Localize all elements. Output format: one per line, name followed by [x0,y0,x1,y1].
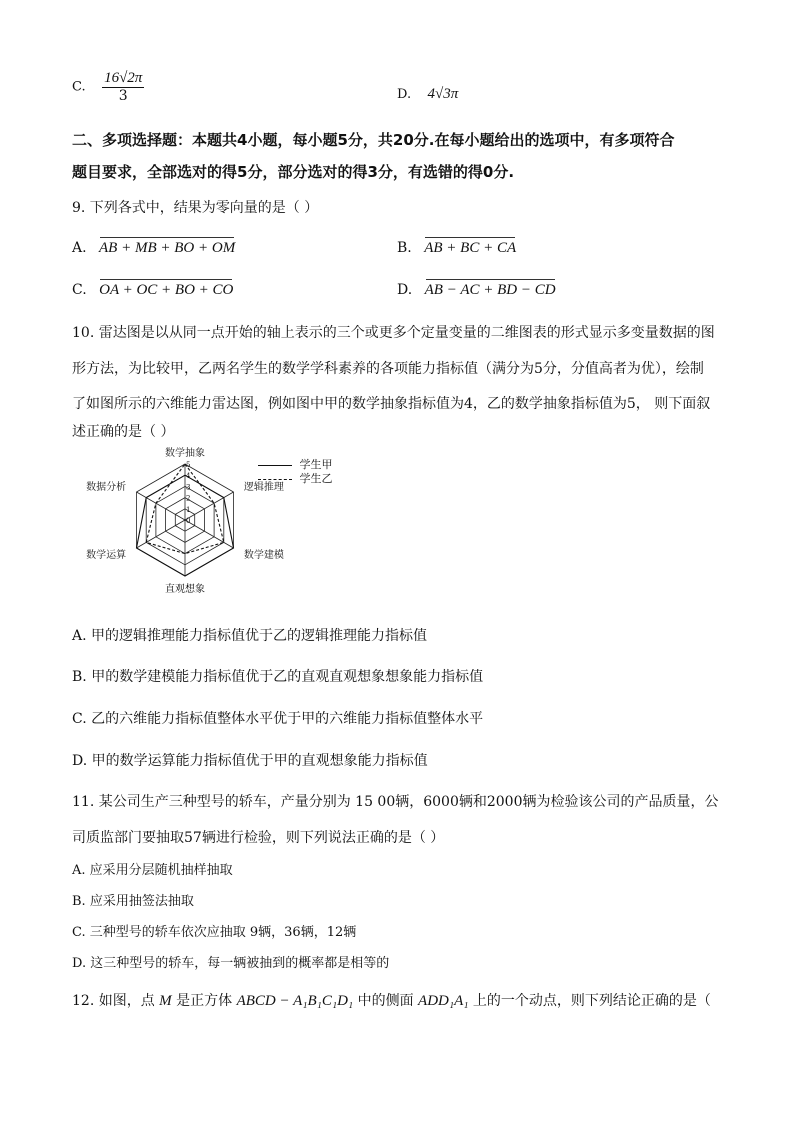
option-value: 4√3π [427,86,459,102]
radar-tick-label: 2 [186,494,191,503]
radar-axis-label: 数学抽象 [165,448,205,459]
q10-stem-line-4: 述正确的是（ ） [72,424,175,440]
q9-option-d [397,282,556,299]
radar-tick-label: 5 [186,461,191,469]
q11-option-b: B. 应采用抽签法抽取 [72,894,194,909]
q10-stem-line-3: 了如图所示的六维能力雷达图，例如图中甲的数学抽象指标值为4，乙的数学抽象指标值为5， 则下面叙 [72,396,711,412]
q10-option-b: B. 甲的数学建模能力指标值优于乙的直观直观想象想象能力指标值 [72,669,484,685]
q12-face-name: ADD₁A₁ [418,993,469,1009]
q9-option-c [72,282,233,299]
radar-tick-label: 1 [186,505,191,514]
q12-stem [72,990,711,1010]
q10-stem-line-1: 10. 雷达图是以从同一点开始的轴上表示的三个或更多个定量变量的二维图表的形式显示多变量数据的图 [72,325,715,341]
vector-expression: AB + MB + BO + OM [99,240,236,256]
legend-dashed-line [258,479,292,480]
vector-expression: OA + OC + BO + CO [99,282,234,298]
q11-stem-line-1: 11. 某公司生产三种型号的轿车，产量分别为 15 00辆，6000辆和2000辆为检验该公司的产品质量，公 [72,794,719,810]
radar-axis-line [137,492,186,520]
radar-tick-label: 0 [186,517,191,525]
q10-option-d: D. 甲的数学运算能力指标值优于甲的直观想象能力指标值 [72,753,428,769]
radar-tick-label: 3 [186,483,191,492]
radar-axis-label: 逻辑推理 [243,482,284,493]
radar-axis-line [185,520,234,548]
fraction-denominator: 3 [118,88,128,104]
radar-axis-label: 数学运算 [86,550,127,561]
legend-item-jia [258,458,333,472]
legend-label: 学生甲 [299,458,333,471]
q8-option-c [72,70,144,104]
q9-stem: 9. 下列各式中，结果为零向量的是（ ） [72,200,319,216]
vector-expression: AB + BC + CA [424,240,517,256]
fraction [102,70,144,104]
q9-option-b [397,240,516,257]
option-label: C. [72,282,87,298]
option-label: C. [72,79,86,95]
q12-prefix: 12. 如图，点 [72,993,155,1009]
option-label: D. [397,87,412,102]
q12-mid-1: 是正方体 [176,993,233,1009]
q8-option-d [397,86,458,103]
legend-solid-line [258,465,292,466]
radar-tick-labels [186,461,191,525]
section-heading-line-1: 二、多项选择题：本题共4小题，每小题5分，共20分.在每小题给出的选项中，有多项符合 [72,131,675,149]
option-label: B. [397,240,412,256]
q10-option-c: C. 乙的六维能力指标值整体水平优于甲的六维能力指标值整体水平 [72,711,484,727]
radar-tick-label: 4 [186,472,191,481]
q11-option-a: A. 应采用分层随机抽样抽取 [72,863,233,878]
q12-cube-name: ABCD − A₁B₁C₁D₁ [236,993,354,1009]
q10-option-a: A. 甲的逻辑推理能力指标值优于乙的逻辑推理能力指标值 [72,628,428,644]
option-label: D. [397,282,413,298]
vector-expression: AB − AC + BD − CD [424,282,556,298]
radar-axis-label: 数学建模 [243,550,284,561]
q11-option-d: D. 这三种型号的轿车，每一辆被抽到的概率都是相等的 [72,956,390,971]
fraction-numerator: 16√2π [104,70,143,86]
legend-label: 学生乙 [299,472,333,485]
q11-stem-line-2: 司质监部门要抽取57辆进行检验，则下列说法正确的是（ ） [72,830,445,846]
radar-legend [258,458,333,486]
q12-point-m: M [159,993,172,1009]
section-heading-line-2: 题目要求，全部选对的得5分，部分选对的得3分，有选错的得0分. [72,163,515,181]
q12-mid-2: 中的侧面 [357,993,414,1009]
radar-axis-label: 直观想象 [165,584,205,595]
radar-axis-line [137,520,186,548]
legend-item-yi [258,472,333,486]
q10-stem-line-2: 形方法，为比较甲，乙两名学生的数学学科素养的各项能力指标值（满分为5分，分值高者为优），绘制 [72,361,704,377]
q11-option-c: C. 三种型号的轿车依次应抽取 9辆，36辆，12辆 [72,925,357,940]
q12-suffix: 上的一个动点，则下列结论正确的是（ [472,993,711,1009]
radar-axis-label: 数据分析 [86,482,127,493]
option-label: A. [72,240,87,256]
q9-option-a [72,240,235,257]
radar-grid [137,464,234,576]
